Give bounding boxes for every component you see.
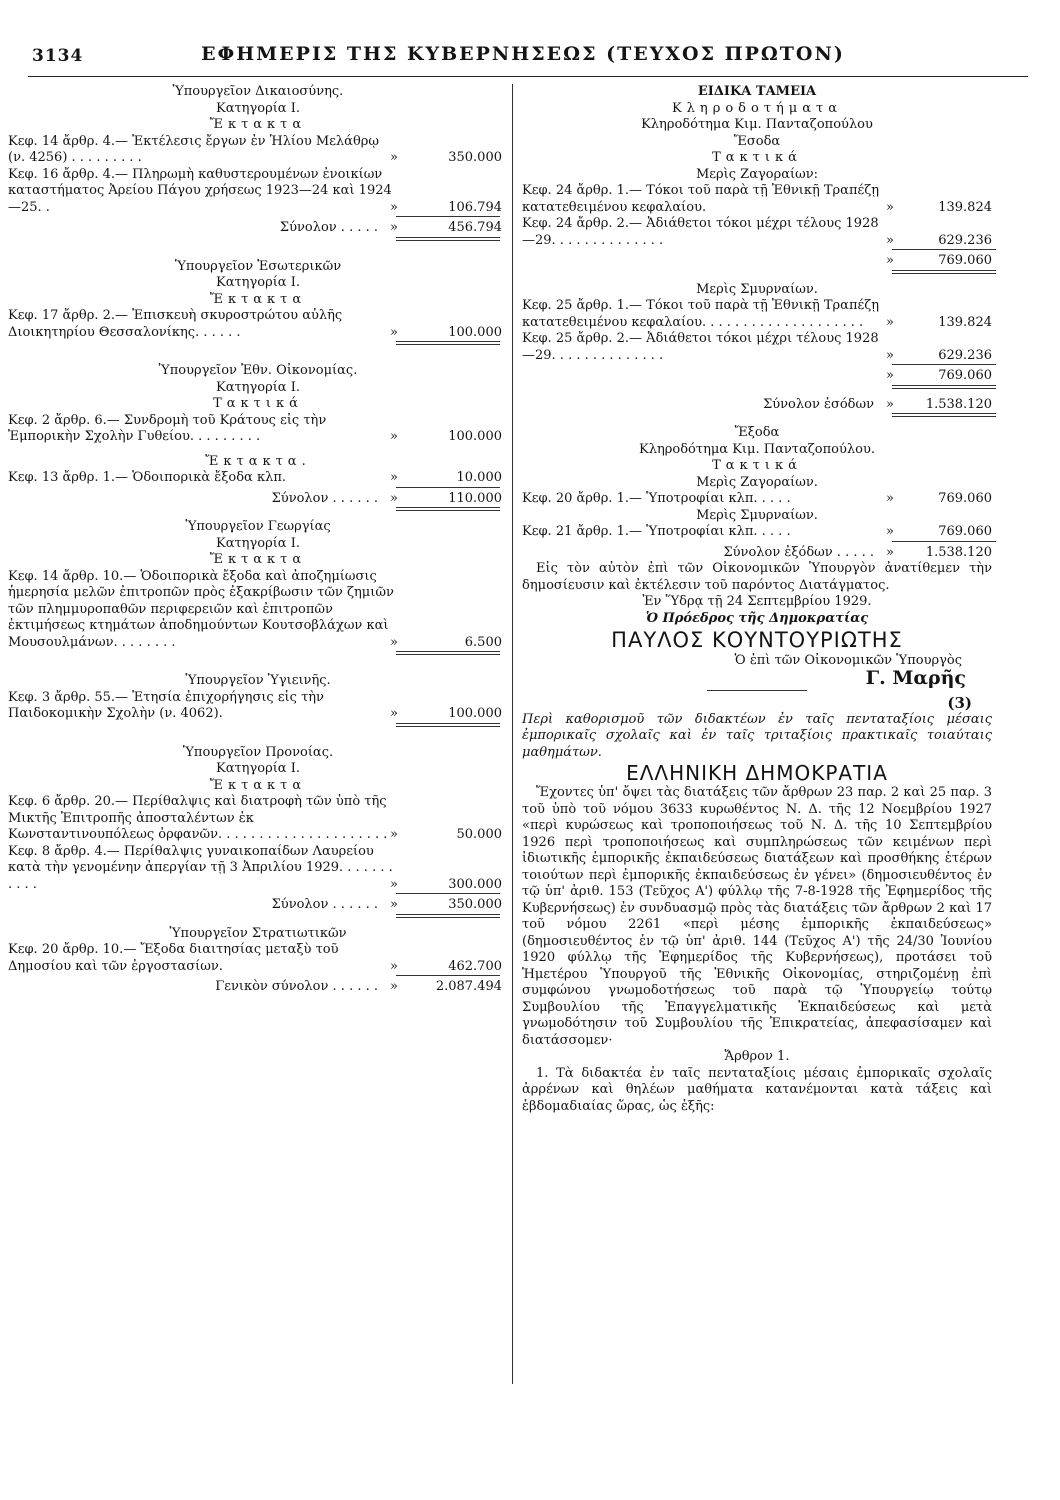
ditto-mark: » — [886, 368, 894, 383]
total-label: Σύνολον ἐξόδων . . . . . — [723, 544, 874, 560]
ditto-mark: » — [886, 199, 894, 215]
budget-item — [522, 331, 992, 364]
type-heading: Τακτικά — [712, 150, 802, 165]
ditto-mark: » — [390, 958, 398, 974]
article-heading: Ἄρθρον 1. — [724, 1049, 790, 1064]
republic-heading: ΕΛΛΗΝΙΚΗ ΔΗΜΟΚΡΑΤΙΑ — [626, 761, 888, 785]
budget-item — [8, 569, 508, 652]
article-text: 1. Τὰ διδακτέα ἐν ταῖς πενταταξίοις μέσαις ἐμπορικαῖς σχολαῖς ἀρρένων καὶ θηλέων μαθήματα κατανέμονται κατὰ τάξεις καὶ ἑβδομαδιαίας ὥρας, ὡς ἑξῆς: — [522, 1065, 992, 1114]
ditto-mark: » — [390, 876, 398, 892]
ditto-mark: » — [390, 827, 398, 842]
bequest-name: Κληροδότημα Κιμ. Πανταζοπούλου. — [639, 441, 875, 457]
item-text: Κεφ. 14 ἄρθρ. 10.— Ὁδοιπορικὰ ἔξοδα καὶ ἀποζημίωσις ἡμερησία μελῶν ἐπιτροπῶν πρὸς ἐξακρίβωσιν τῶν ζημιῶν τῶν πλημμυροπαθῶν περιφερειῶν καὶ ἐπιτροπῶν ἐκτιμήσεως κτημάτων ἀποδημούντων Κουτσοβλάχων καὶ Μουσουλμάνων. . . . . . . . — [8, 568, 394, 650]
total-amount: 456.794 — [448, 220, 502, 235]
budget-item — [522, 183, 992, 216]
item-text: Κεφ. 2 ἄρθρ. 6.— Συνδρομὴ τοῦ Κράτους εἰς τὴν Ἐμπορικὴν Σχολὴν Γυθείου. . . . . . . . . — [8, 412, 327, 444]
item-text: Κεφ. 14 ἄρθρ. 4.— Ἐκτέλεσις ἔργων ἐν Ἠλίου Μελάθρῳ (ν. 4256) . . . . . . . . . — [8, 133, 380, 165]
right-column — [522, 84, 992, 1115]
total-label: Σύνολον . . . . . — [279, 220, 378, 235]
item-amount: 462.700 — [448, 958, 502, 974]
total-row — [8, 220, 508, 237]
president-title: Ὁ Πρόεδρος τῆς Δημοκρατίας — [645, 610, 869, 626]
minister-name: Γ. Μαρῆς — [865, 666, 966, 689]
item-text: Κεφ. 13 ἄρθρ. 1.— Ὁδοιπορικὰ ἔξοδα κλπ. — [8, 470, 286, 485]
part-heading: Μερὶς Ζαγοραίων. — [696, 474, 818, 490]
ditto-mark: » — [390, 979, 398, 994]
part-heading: Μερὶς Σμυρναίων. — [696, 281, 818, 297]
category-heading: Κατηγορία Ι. — [216, 100, 300, 116]
budget-item — [8, 167, 508, 217]
budget-item — [522, 491, 992, 508]
ditto-mark: » — [886, 347, 894, 363]
budget-item — [8, 942, 508, 975]
decree-title: Περὶ καθορισμοῦ τῶν διδακτέων ἐν ταῖς πενταταξίοις μέσαις ἐμπορικαῖς σχολαῖς καὶ ἐν ταῖς τριταξίοις πρακτικαῖς τοιαύταις μαθημάτων. — [522, 711, 992, 760]
ditto-mark: » — [886, 314, 894, 330]
column-divider — [512, 84, 513, 1384]
item-text: Κεφ. 24 ἄρθρ. 2.— Ἀδιάθετοι τόκοι μέχρι τέλους 1928—29. . . . . . . . . . . . . . — [522, 216, 879, 248]
page-header — [18, 43, 1028, 72]
budget-item — [522, 298, 992, 331]
ditto-mark: » — [390, 490, 398, 506]
preamble-paragraph: Ἔχοντες ὑπ' ὄψει τὰς διατάξεις τῶν ἄρθρων 23 παρ. 2 καὶ 25 παρ. 3 τοῦ ὑπὸ τοῦ νόμου 3633 κυρωθέντος Ν. Δ. τῆς 12 Νοεμβρίου 1927 «περὶ κυρώσεως καὶ τροποποιήσεως τοῦ Ν. Δ. τῆς 10 Σεπτεμβρίου 1926 περὶ τροποποιήσεως καὶ συμπληρώσεως τῶν κειμένων περὶ ἰδιωτικῆς ἐμπορικῆς ἐκπαιδεύσεως διατάξεων καὶ προσθήκης ἑτέρων τοιούτων περὶ ἐμπορικῆς ἐκπαιδεύσεως ἐν γένει» (δημοσιευθέντος ἐν τῷ ὑπ' ἀριθ. 153 (Τεῦχος Α') φύλλῳ τῆς 7-8-1928 τῆς Ἐφημερίδος τῆς Κυβερνήσεως) ἐν συνδυασμῷ πρὸς τὰς διατάξεις τῶν ἄρθρων 2 καὶ 17 τοῦ νόμου 2261 «περὶ μέσης ἐμπορικῆς ἐκπαιδεύσεως» (δημοσιευθέντος ἐν τῷ ὑπ' ἀριθ. 144 (Τεῦχος Α') τῆς 24/30 Ἰουνίου 1920 φύλλῳ τῆς Ἐφημερίδος τῆς Κυβερνήσεως), προτάσει τοῦ Ἡμετέρου Ὑπουργοῦ τῆς Ἐθνικῆς Οἰκονομίας, στηριζομένῃ ἐπὶ συμφώνου γνωμοδοτήσεως τοῦ παρὰ τῷ Ὑπουργείῳ τούτῳ Συμβουλίου τῆς Ἐπαγγελματικῆς Ἐκπαιδεύσεως καὶ μετὰ γνωμοδότησιν τοῦ Συμβουλίου τῆς Ἐπικρατείας, ἀπεφασίσαμεν καὶ διατάσσομεν· — [522, 785, 992, 1048]
item-text: Κεφ. 25 ἄρθρ. 1.— Τόκοι τοῦ παρὰ τῇ Ἐθνικῇ Τραπέζῃ κατατεθειμένου κεφαλαίου. . . . . . . . . . . . . . . . . . . . — [522, 298, 880, 330]
budget-item — [8, 844, 508, 894]
item-amount: 300.000 — [448, 876, 502, 892]
bequest-name: Κληροδότημα Κιμ. Πανταζοπούλου — [641, 117, 873, 132]
grand-total-label: Γενικὸν σύνολον . . . . . . — [215, 979, 378, 994]
category-heading: Κατηγορία Ι. — [216, 379, 300, 395]
ditto-mark: » — [886, 491, 894, 506]
item-text: Κεφ. 20 ἄρθρ. 1.— Ὑποτροφίαι κλπ. . . . . — [522, 491, 791, 506]
ditto-mark: » — [390, 199, 398, 215]
total-label: Σύνολον ἐσόδων — [763, 396, 874, 412]
budget-item — [522, 216, 992, 249]
type-heading: Ἔκτακτα — [209, 777, 307, 793]
type-heading: Τακτικά — [712, 458, 802, 473]
income-heading: Ἔσοδα — [733, 133, 781, 149]
item-amount: 100.000 — [448, 429, 502, 444]
closing-paragraph: Εἰς τὸν αὐτὸν ἐπὶ τῶν Οἰκονομικῶν Ὑπουργὸν ἀνατίθεμεν τὴν δημοσίευσιν καὶ ἐκτέλεσιν τοῦ παρόντος Διατάγματος. — [522, 561, 992, 593]
ditto-mark: » — [886, 232, 894, 248]
ditto-mark: » — [390, 634, 398, 650]
item-text: Κεφ. 24 ἄρθρ. 1.— Τόκοι τοῦ παρὰ τῇ Ἐθνικῇ Τραπέζῃ κατατεθειμένου κεφαλαίου. — [522, 183, 880, 215]
ditto-mark: » — [886, 253, 894, 268]
item-amount: 139.824 — [938, 199, 992, 215]
ministry-heading: Ὑπουργεῖον Δικαιοσύνης. — [172, 84, 344, 99]
subtotal-row — [522, 253, 992, 270]
ditto-mark: » — [390, 897, 398, 912]
total-row — [8, 491, 508, 508]
ministry-heading: Ὑπουργεῖον Ἐσωτερικῶν — [174, 258, 342, 274]
header-rule — [28, 76, 1028, 77]
total-amount: 110.000 — [448, 490, 502, 506]
budget-item — [8, 470, 508, 487]
ditto-mark: » — [390, 220, 398, 235]
total-row — [522, 397, 992, 414]
item-amount: 629.236 — [938, 232, 992, 248]
grand-total-row — [8, 979, 508, 996]
ministry-heading: Ὑπουργεῖον Ὑγιεινῆς. — [185, 673, 331, 688]
gazette-title: ΕΦΗΜΕΡΙΣ ΤΗΣ ΚΥΒΕΡΝΗΣΕΩΣ (ΤΕΥΧΟΣ ΠΡΩΤΟΝ) — [201, 43, 845, 65]
item-text: Κεφ. 17 ἄρθρ. 2.— Ἐπισκευὴ σκυροστρώτου αὐλῆς Διοικητηρίου Θεσσαλονίκης. . . . . . — [8, 308, 343, 340]
ditto-mark: » — [886, 396, 894, 412]
item-amount: 50.000 — [456, 827, 502, 842]
type-heading: Ἔκτακτα. — [205, 453, 311, 469]
item-text: Κεφ. 6 ἄρθρ. 20.— Περίθαλψις καὶ διατροφὴ τῶν ὑπὸ τῆς Μικτῆς Ἐπιτροπῆς ἀποσταλέντων ἐκ Κωνσταντινουπόλεως ὀρφανῶν. . . . . . . . . . . . . . . . . . . . . — [8, 794, 388, 842]
item-amount: 100.000 — [448, 324, 502, 340]
budget-item — [8, 794, 508, 844]
expenses-heading: Ἔξοδα — [734, 425, 780, 440]
ditto-mark: » — [390, 706, 398, 721]
type-heading: Ἔκτακτα — [209, 117, 307, 132]
budget-item — [8, 308, 508, 341]
type-heading: Ἔκτακτα — [209, 552, 307, 567]
bequests-heading: Κληροδοτήματα — [671, 100, 843, 116]
total-label: Σύνολον . . . . . . — [271, 897, 378, 912]
special-funds-heading: ΕΙΔΙΚΑ ΤΑΜΕΙΑ — [697, 84, 817, 99]
item-text: Κεφ. 20 ἄρθρ. 10.— Ἔξοδα διαιτησίας μεταξὺ τοῦ Δημοσίου καὶ τῶν ἐργοστασίων. — [8, 942, 339, 974]
item-text: Κεφ. 21 ἄρθρ. 1.— Ὑποτροφίαι κλπ. . . . . — [522, 524, 791, 539]
total-label: Σύνολον . . . . . . — [271, 490, 378, 506]
part-heading: Μερὶς Ζαγοραίων: — [695, 166, 818, 182]
total-amount: 350.000 — [448, 897, 502, 912]
item-amount: 350.000 — [448, 150, 502, 165]
item-text: Κεφ. 3 ἄρθρ. 55.— Ἐτησία ἐπιχορήγησις εἰς τὴν Παιδοκομικὴν Σχολὴν (ν. 4062). — [8, 689, 324, 721]
ministry-heading: Ὑπουργεῖον Γεωργίας — [185, 519, 331, 534]
item-amount: 769.060 — [938, 524, 992, 539]
total-row — [8, 897, 508, 914]
total-amount: 1.538.120 — [925, 544, 992, 560]
ditto-mark: » — [886, 544, 894, 560]
subtotal-amount: 769.060 — [938, 253, 992, 268]
minister-title: Ὁ ἐπὶ τῶν Οἰκονομικῶν Ὑπουργὸς — [734, 653, 962, 668]
president-name: ΠΑΥΛΟΣ ΚΟΥΝΤΟΥΡΙΩΤΗΣ — [611, 628, 903, 652]
ditto-mark: » — [886, 524, 894, 539]
type-heading: Τακτικά — [213, 396, 303, 411]
budget-item — [522, 524, 992, 541]
category-heading: Κατηγορία Ι. — [216, 535, 300, 551]
item-amount: 769.060 — [938, 491, 992, 506]
item-amount: 100.000 — [448, 706, 502, 721]
item-text: Κεφ. 8 ἄρθρ. 4.— Περίθαλψις γυναικοπαίδων Λαυρείου κατὰ τὴν γενομένην ἀπεργίαν τῇ 3 Ἀπριλίου 1929. . . . . . . . . . . — [8, 843, 393, 892]
budget-item — [8, 413, 508, 446]
grand-total-amount: 2.087.494 — [435, 979, 502, 994]
item-text: Κεφ. 16 ἄρθρ. 4.— Πληρωμὴ καθυστερουμένων ἐνοικίων καταστήματος Ἀρείου Πάγου χρήσεως 1923—24 καὶ 1924—25. . — [8, 166, 392, 215]
page-number: 3134 — [32, 46, 84, 66]
section-rule — [707, 690, 807, 691]
decree-number: (3) — [947, 694, 972, 712]
item-text: Κεφ. 25 ἄρθρ. 2.— Ἀδιάθετοι τόκοι μέχρι τέλους 1928—29. . . . . . . . . . . . . . — [522, 331, 879, 363]
ditto-mark: » — [390, 150, 398, 165]
category-heading: Κατηγορία Ι. — [216, 275, 300, 290]
ditto-mark: » — [390, 470, 398, 485]
budget-item — [8, 690, 508, 723]
ministry-heading: Ὑπουργεῖον Στρατιωτικῶν — [169, 925, 347, 941]
item-amount: 10.000 — [456, 470, 502, 485]
ditto-mark: » — [390, 429, 398, 444]
ministry-heading: Ὑπουργεῖον Προνοίας. — [182, 744, 334, 760]
place-date: Ἐν Ὕδρᾳ τῇ 24 Σεπτεμβρίου 1929. — [642, 594, 872, 609]
category-heading: Κατηγορία Ι. — [216, 761, 300, 776]
total-row — [522, 545, 992, 562]
type-heading: Ἔκτακτα — [209, 291, 307, 307]
part-heading: Μερὶς Σμυρναίων. — [696, 507, 818, 523]
ministry-heading: Ὑπουργεῖον Ἐθν. Οἰκονομίας. — [158, 363, 358, 378]
subtotal-row — [522, 368, 992, 385]
item-amount: 106.794 — [448, 199, 502, 215]
item-amount: 6.500 — [464, 634, 502, 650]
budget-item — [8, 134, 508, 167]
ditto-mark: » — [390, 324, 398, 340]
item-amount: 139.824 — [938, 314, 992, 330]
total-amount: 1.538.120 — [925, 396, 992, 412]
subtotal-amount: 769.060 — [938, 368, 992, 383]
left-column — [8, 84, 508, 996]
item-amount: 629.236 — [938, 347, 992, 363]
